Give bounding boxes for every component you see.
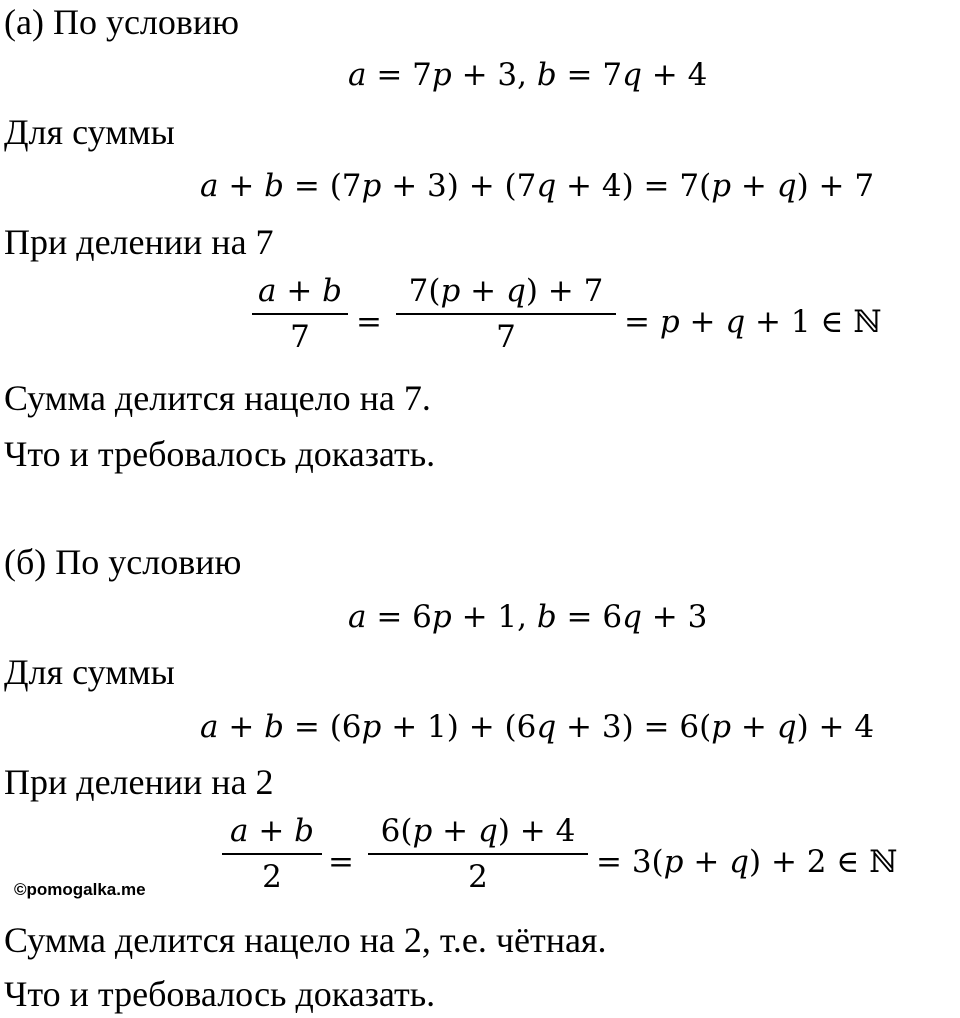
part-a-conclusion: Сумма делится нацело на 7. — [4, 378, 431, 418]
part-a-divide-label: При делении на 7 — [4, 222, 274, 262]
part-a-fraction-right-bar — [396, 313, 616, 315]
part-b-fraction-right — [368, 812, 588, 896]
part-b-fraction-left-bar — [222, 853, 322, 855]
part-b-qed: Что и требовалось доказать. — [4, 974, 436, 1014]
part-b-fraction-right-denominator: 2 — [468, 859, 488, 895]
part-b-fraction-left-numerator: 𝑎 + 𝑏 — [229, 813, 314, 849]
part-b-heading: (б) По условию — [4, 542, 242, 582]
part-a-fraction-right-denominator: 7 — [496, 319, 516, 355]
part-b-equals-sign: = — [328, 844, 354, 880]
part-b-sum-label: Для суммы — [4, 652, 175, 692]
part-a-equals-sign: = — [356, 304, 382, 340]
part-a-qed: Что и требовалось доказать. — [4, 434, 436, 474]
part-a-fraction-left — [252, 272, 348, 356]
part-a-sum-label: Для суммы — [4, 112, 175, 152]
part-a-fraction-left-denominator: 7 — [290, 319, 310, 355]
part-b-fraction-left — [222, 812, 322, 896]
part-b-fraction-right-numerator: 6(𝑝 + 𝑞) + 4 — [380, 813, 576, 849]
part-a-heading: (а) По условию — [4, 2, 240, 42]
part-a-given-equation: 𝑎 = 7𝑝 + 3, 𝑏 = 7𝑞 + 4 — [348, 57, 708, 93]
part-a-result: = 𝑝 + 𝑞 + 1 ∈ ℕ — [624, 304, 882, 340]
part-b-conclusion: Сумма делится нацело на 2, т.е. чётная. — [4, 920, 607, 960]
part-a-sum-equation: 𝑎 + 𝑏 = (7𝑝 + 3) + (7𝑞 + 4) = 7(𝑝 + 𝑞) + 7 — [200, 168, 875, 204]
part-a-fraction-left-bar — [252, 313, 348, 315]
part-b-fraction-left-denominator: 2 — [262, 859, 282, 895]
part-b-sum-equation: 𝑎 + 𝑏 = (6𝑝 + 1) + (6𝑞 + 3) = 6(𝑝 + 𝑞) + 4 — [200, 709, 875, 745]
watermark: ©pomogalka.me — [14, 880, 146, 899]
part-a-fraction-left-numerator: 𝑎 + 𝑏 — [257, 273, 342, 309]
part-a-fraction-right-numerator: 7(𝑝 + 𝑞) + 7 — [408, 273, 604, 309]
part-b-divide-label: При делении на 2 — [4, 762, 274, 802]
part-b-given-equation: 𝑎 = 6𝑝 + 1, 𝑏 = 6𝑞 + 3 — [348, 599, 708, 635]
part-b-fraction-right-bar — [368, 853, 588, 855]
part-b-result: = 3(𝑝 + 𝑞) + 2 ∈ ℕ — [596, 844, 898, 880]
part-a-fraction-right — [396, 272, 616, 356]
